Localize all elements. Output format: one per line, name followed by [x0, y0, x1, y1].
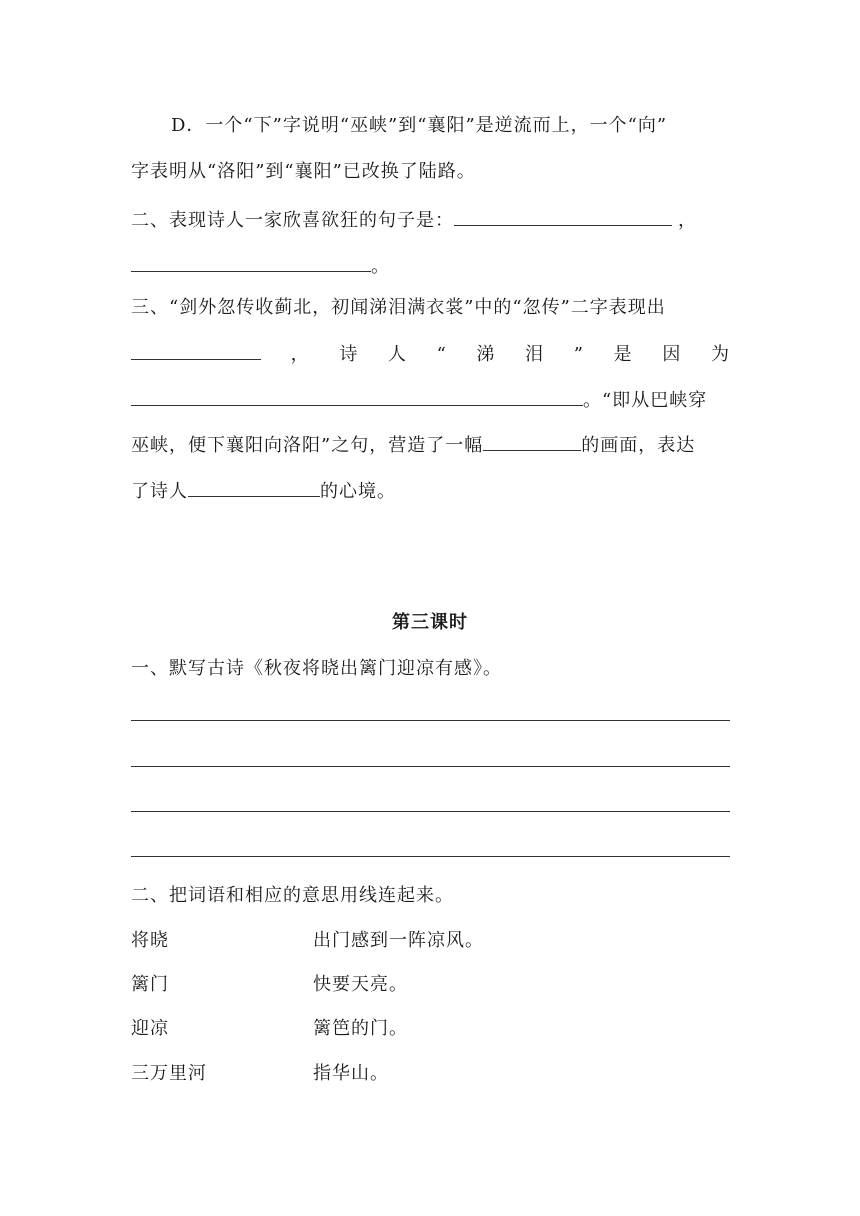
writing-line[interactable] — [131, 811, 730, 812]
question-3-line-4 — [131, 432, 730, 459]
writing-line[interactable] — [131, 720, 730, 721]
q3-line3-tail: 。“即从巴峡穿 — [583, 390, 708, 411]
option-d-line-2: 字表明从“洛阳”到“襄阳”已改换了陆路。 — [131, 161, 476, 182]
q3-line5-b: 的心境。 — [320, 481, 396, 502]
period: 。 — [371, 256, 390, 277]
answer-blank[interactable] — [454, 207, 672, 226]
option-d-line-1: D．一个“下”字说明“巫峡”到“襄阳”是逆流而上，一个“向” — [171, 115, 668, 136]
matching-term[interactable]: 将晓 — [131, 930, 169, 951]
question-3-line-5 — [131, 478, 730, 505]
writing-line[interactable] — [131, 856, 730, 857]
answer-blank[interactable] — [483, 432, 581, 451]
matching-meaning[interactable]: 出门感到一阵凉风。 — [313, 930, 484, 951]
matching-term[interactable]: 迎凉 — [131, 1018, 169, 1039]
q3-char: 涕 — [476, 344, 496, 365]
matching-term[interactable]: 篱门 — [131, 974, 169, 995]
q3-line5-a: 了诗人 — [131, 481, 188, 502]
question-2-line-2 — [131, 253, 730, 280]
matching-meaning[interactable]: 篱笆的门。 — [313, 1018, 408, 1039]
q3-char: ， — [290, 344, 310, 365]
question-3-line-3 — [131, 387, 730, 414]
question-3-line-1: 三、“剑外忽传收蓟北，初闻涕泪满衣裳”中的“忽传”二字表现出 — [131, 297, 666, 318]
q3-char: 人 — [387, 344, 407, 365]
writing-line[interactable] — [131, 766, 730, 767]
q3-line4-b: 的画面，表达 — [581, 435, 696, 456]
matching-meaning[interactable]: 指华山。 — [313, 1063, 389, 1084]
question-2-line-1 — [131, 207, 730, 234]
question-3-line-2 — [131, 341, 730, 368]
q3-char: 是 — [613, 344, 633, 365]
answer-blank[interactable] — [131, 341, 261, 360]
question-2-text: 二、表现诗人一家欣喜欲狂的句子是： — [131, 210, 454, 231]
lesson-title: 第三课时 — [392, 612, 468, 633]
lesson3-question-2: 二、把词语和相应的意思用线连起来。 — [131, 885, 454, 906]
answer-blank[interactable] — [188, 478, 320, 497]
q3-char: 因 — [662, 344, 682, 365]
comma: ， — [678, 210, 697, 231]
q3-char: “ — [436, 344, 447, 365]
q3-char: 泪 — [525, 344, 545, 365]
q3-char: 诗 — [339, 344, 359, 365]
answer-blank[interactable] — [131, 387, 583, 406]
q3-char: 为 — [710, 344, 730, 365]
matching-meaning[interactable]: 快要天亮。 — [313, 974, 408, 995]
lesson3-question-1: 一、默写古诗《秋夜将晓出篱门迎凉有感》。 — [131, 658, 502, 679]
answer-blank[interactable] — [131, 253, 371, 272]
matching-term[interactable]: 三万里河 — [131, 1063, 207, 1084]
q3-char: ” — [573, 344, 584, 365]
q3-line4-a: 巫峡，便下襄阳向洛阳”之句，营造了一幅 — [131, 435, 484, 456]
